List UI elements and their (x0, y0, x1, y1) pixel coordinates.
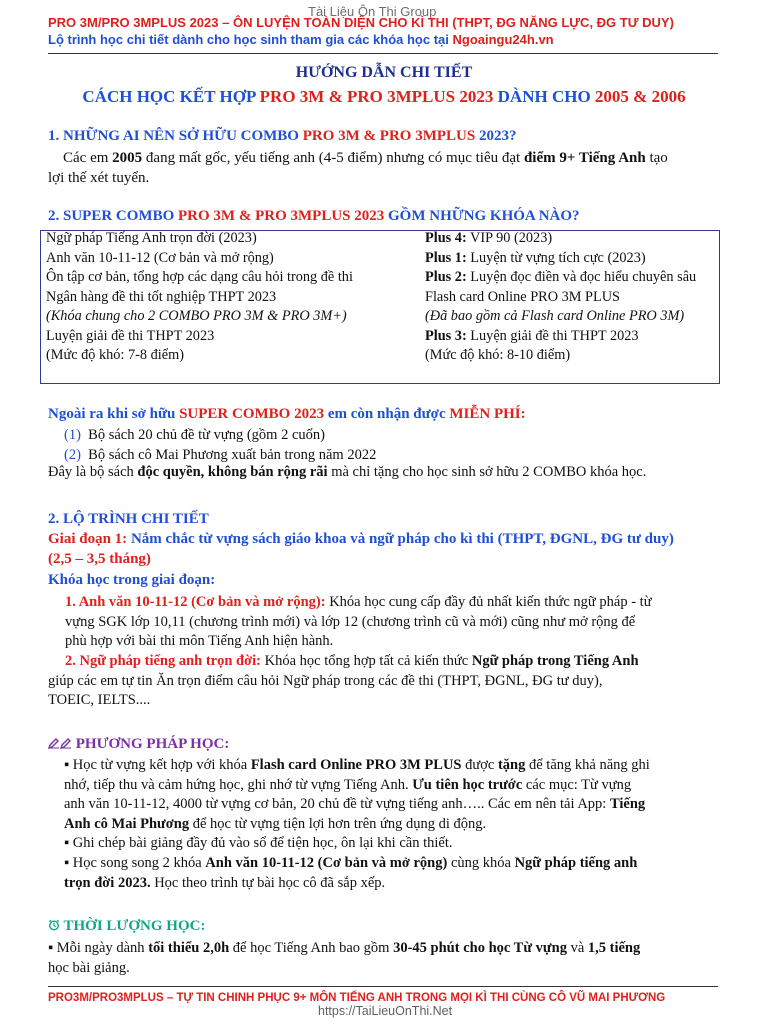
free-item-number: (1) (64, 427, 81, 443)
combo-right-item (425, 249, 696, 269)
title-part-d: 2005 & 2006 (594, 87, 686, 106)
combo-left-item: Luyện giải đề thi THPT 2023 (46, 327, 215, 344)
time-l1-c: để học Tiếng Anh bao gồm (229, 940, 394, 956)
method-b1-l4a: Anh cô Mai Phương (64, 815, 190, 832)
method-b1-c: được (461, 757, 498, 773)
alarm-clock-icon (48, 918, 60, 934)
plus-text: (Đã bao gồm cả Flash card Online PRO 3M) (425, 308, 685, 324)
method-b2: ▪ Ghi chép bài giảng đầy đủ vào sổ để tiện học, ôn lại khi cần thiết. (64, 835, 453, 852)
free-heading-a: Ngoài ra khi sở hữu (48, 406, 180, 422)
plus-label: Plus 4: (425, 230, 467, 246)
method-b1-e: để tăng khả năng ghi (525, 757, 650, 773)
plus-label: Plus 1: (425, 249, 467, 266)
course-1-line3: phù hợp với bài thi môn Tiếng Anh hiện hành. (65, 633, 334, 649)
combo-left-item: (Khóa chung cho 2 COMBO PRO 3M & PRO 3M+) (46, 308, 347, 324)
method-b1-a: ▪ Học từ vựng kết hợp với khóa (64, 757, 251, 773)
section-1-paragraph (48, 149, 728, 188)
time-l1-d: 30-45 phút cho học Từ vựng (393, 940, 567, 956)
method-heading (48, 736, 229, 753)
course-2-number: 2. (65, 653, 80, 669)
title-part-c: DÀNH CHO (493, 87, 595, 106)
method-b3-c: cùng khóa (447, 854, 515, 871)
free-item-text: Bộ sách 20 chủ đề từ vựng (gồm 2 cuốn) (88, 427, 325, 443)
course-2 (48, 652, 728, 711)
s2-heading-a: 2. SUPER COMBO (48, 208, 179, 224)
course-1-number: 1. (65, 594, 79, 610)
course-2-line1b: Ngữ pháp trong Tiếng Anh (471, 653, 639, 669)
watermark-top: Tài Liệu Ôn Thi Group (308, 4, 437, 19)
method-b1-l4b: để học từ vựng tiện lợi hơn trên ứng dụng di động. (189, 815, 487, 832)
combo-right-item (425, 288, 696, 308)
phase-label: Giai đoạn 1: (48, 531, 128, 547)
method-b3-a: ▪ Học song song 2 khóa (64, 854, 206, 871)
phase-text: Nắm chắc từ vựng sách giáo khoa và ngữ pháp cho kì thi (THPT, ĐGNL, ĐG tư duy) (127, 531, 674, 547)
free-item-number: (2) (64, 447, 81, 463)
header-site-link[interactable]: Ngoaingu24h.vn (452, 32, 554, 47)
plus-label: Plus 3: (425, 327, 467, 344)
combo-right-item (425, 346, 696, 366)
time-l1-f: 1,5 tiếng (587, 940, 641, 956)
pencil-icon (48, 736, 76, 752)
doc-title-line-1: HƯỚNG DẪN CHI TIẾT (295, 64, 473, 81)
header-product: PRO 3M/PRO 3MPLUS 2023 (48, 15, 219, 30)
time-l1-b: tối thiểu 2,0h (148, 940, 230, 956)
free-item (64, 445, 376, 465)
header-line-2 (48, 32, 554, 47)
time-l2: học bài giảng. (48, 960, 130, 976)
method-b1-l3a: anh văn 10-11-12, 4000 từ vựng cơ bản, 20 chủ đề từ vựng tiếng anh….. Các em nên tải App: (64, 796, 610, 813)
doc-title-line-2 (0, 87, 768, 107)
free-note-c: mà chỉ tặng cho học sinh sở hữu 2 COMBO khóa học. (327, 464, 647, 480)
free-note-a: Đây là bộ sách (48, 464, 138, 480)
method-b1-l3b: Tiếng (609, 796, 646, 813)
roadmap-heading: 2. LỘ TRÌNH CHI TIẾT (48, 511, 209, 527)
combo-right-item (425, 327, 696, 347)
plus-text: Luyện đọc điền và đọc hiểu chuyên sâu (466, 269, 697, 285)
method-b3-b: Anh văn 10-11-12 (Cơ bản và mở rộng) (205, 854, 448, 871)
plus-text: Luyện giải đề thi THPT 2023 (466, 327, 639, 344)
course-2-line3: TOEIC, IELTS.... (48, 692, 151, 708)
combo-left-item: Ôn tập cơ bản, tổng hợp các dạng câu hỏi trong đề thi (46, 269, 353, 285)
s1-heading-a: 1. NHỮNG AI NÊN SỞ HỮU COMBO (48, 128, 303, 144)
plus-text: Flash card Online PRO 3M PLUS (425, 288, 620, 305)
course-2-line2: giúp các em tự tin Ăn trọn điểm câu hỏi Ngữ pháp trong các đề thi (THPT, ĐGNL, ĐG tư duy), (48, 672, 603, 689)
method-b3-l2a: trọn đời 2023. (64, 874, 151, 891)
s1-goal: điểm 9+ Tiếng Anh (523, 150, 646, 166)
section-2-heading (48, 208, 580, 225)
s2-heading-b: PRO 3M & PRO 3MPLUS 2023 (178, 208, 385, 224)
free-list (64, 425, 376, 465)
header-route-text: Lộ trình học chi tiết dành cho học sinh tham gia các khóa học tại (48, 32, 453, 47)
free-heading-c: em còn nhận được (324, 406, 450, 422)
course-2-title: Ngữ pháp tiếng anh trọn đời: (79, 653, 262, 669)
s1-text-line2: lợi thế xét tuyển. (48, 169, 150, 186)
time-heading (48, 918, 205, 935)
plus-text: VIP 90 (2023) (466, 230, 553, 246)
combo-left-item: Anh văn 10-11-12 (Cơ bản và mở rộng) (46, 249, 274, 266)
combo-right-item (425, 268, 696, 288)
free-note (48, 464, 646, 481)
plus-label: Plus 2: (425, 269, 467, 285)
title-part-a: CÁCH HỌC KẾT HỢP (82, 87, 260, 106)
method-b1-d: tặng (497, 757, 526, 773)
free-heading-b: SUPER COMBO 2023 (179, 406, 325, 422)
s1-text-c: đang mất gốc, yếu tiếng anh (4-5 điểm) nhưng có mục tiêu đạt (142, 150, 524, 166)
course-2-line1a: Khóa học tổng hợp tất cả kiến thức (261, 653, 472, 669)
method-body (48, 756, 728, 893)
time-body (48, 938, 728, 978)
phase-1 (48, 530, 728, 569)
combo-left-item: Ngữ pháp Tiếng Anh trọn đời (2023) (46, 230, 257, 246)
plus-text: (Mức độ khó: 8-10 điểm) (425, 347, 571, 363)
free-item-text: Bộ sách cô Mai Phương xuất bản trong năm 2022 (88, 447, 377, 463)
free-item (64, 425, 376, 445)
header-divider (48, 53, 718, 54)
method-b3-d: Ngữ pháp tiếng anh (514, 854, 638, 871)
course-1-line1: Khóa học cung cấp đầy đủ nhất kiến thức ngữ pháp - từ (325, 594, 652, 610)
combo-right-column (425, 229, 696, 366)
combo-right-item (425, 307, 696, 327)
s1-heading-c: 2023? (475, 128, 517, 144)
header-tagline: – ÔN LUYỆN TOÀN DIỆN CHO KÌ THI (THPT, ĐG NĂNG LỰC, ĐG TƯ DUY) (218, 15, 674, 30)
footer-divider (48, 986, 718, 987)
method-b1-l2b: Ưu tiên học trước (412, 776, 523, 793)
method-b1-b: Flash card Online PRO 3M PLUS (250, 757, 462, 773)
s2-heading-c: GỒM NHỮNG KHÓA NÀO? (384, 208, 580, 224)
combo-right-item (425, 229, 696, 249)
phase-range: (2,5 – 3,5 tháng) (48, 550, 151, 567)
free-heading-d: MIỄN PHÍ: (449, 406, 526, 422)
s1-text-e: tạo (645, 150, 668, 166)
s1-text-a: Các em (63, 150, 113, 166)
title-part-b: PRO 3M & PRO 3MPLUS 2023 (259, 87, 494, 106)
header-line-1 (48, 15, 674, 30)
footer-text: PRO3M/PRO3MPLUS – TỰ TIN CHINH PHỤC 9+ MÔN TIẾNG ANH TRONG MỌI KÌ THI CÙNG CÔ VŨ MAI PHƯƠNG (48, 992, 666, 1004)
watermark-bottom: https://TaiLieuOnThi.Net (318, 1004, 453, 1018)
combo-left-item: (Mức độ khó: 7-8 điểm) (46, 347, 184, 363)
combo-table (40, 230, 720, 384)
time-heading-text: THỜI LƯỢNG HỌC: (63, 918, 206, 934)
free-note-b: độc quyền, không bán rộng rãi (137, 464, 328, 480)
plus-text: Luyện từ vựng tích cực (2023) (466, 249, 646, 266)
combo-left-column (46, 229, 353, 366)
s1-year: 2005 (112, 150, 143, 166)
method-b1-l2a: nhớ, tiếp thu và cảm hứng học, ghi nhớ từ vựng Tiếng Anh. (64, 776, 413, 793)
s1-heading-b: PRO 3M & PRO 3MPLUS (302, 128, 476, 144)
method-b3-l2b: Học theo trình tự bài học cô đã sắp xếp. (150, 874, 386, 891)
method-b1-l2c: các mục: Từ vựng (522, 776, 632, 793)
time-l1-e: và (566, 940, 588, 956)
time-l1-a: ▪ Mỗi ngày dành (48, 940, 149, 956)
course-1-line2: vựng SGK lớp 10,11 (chương trình mới) và lớp 12 (chương trình cũ và mới) cũng như mở rộng để (65, 613, 636, 630)
section-1-heading (48, 128, 516, 145)
combo-left-item: Ngân hàng đề thi tốt nghiệp THPT 2023 (46, 288, 277, 305)
free-heading (48, 406, 526, 423)
course-1 (48, 593, 728, 652)
courses-label: Khóa học trong giai đoạn: (48, 572, 216, 588)
course-1-title: Anh văn 10-11-12 (Cơ bản và mở rộng): (78, 594, 326, 610)
method-heading-text: PHƯƠNG PHÁP HỌC: (75, 736, 230, 752)
